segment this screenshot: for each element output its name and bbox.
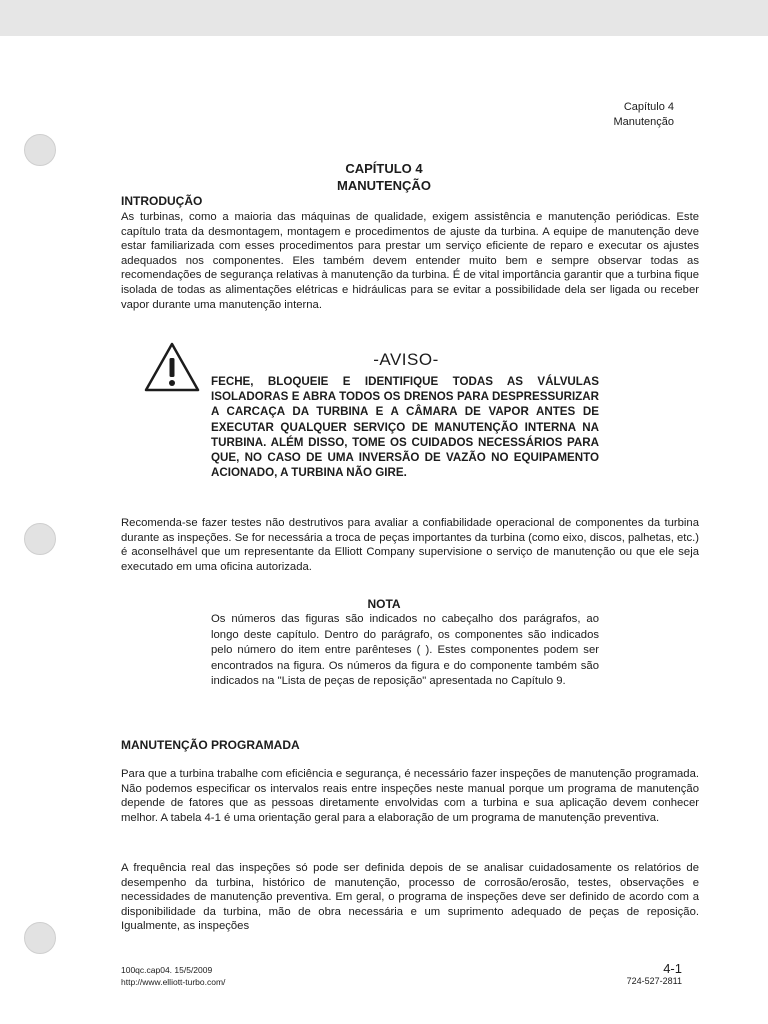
running-header: [613, 100, 674, 130]
page-number: 4-1: [663, 961, 682, 976]
recommendation-paragraph: Recomenda-se fazer testes não destrutivos para avaliar a confiabilidade operacional de componentes da turbina durante as inspeções. Se for necessária a troca de peças importantes da turbina (como eixo, discos, palhetas, etc.) é aconselhável que um representante da Elliott Company supervisione o serviço de manutenção ou que ele seja executado em uma oficina autorizada.: [121, 517, 699, 573]
chapter-title-name: MANUTENÇÃO: [337, 178, 431, 193]
introduction-heading: INTRODUÇÃO: [121, 194, 203, 208]
scheduled-maintenance-paragraph-1: Para que a turbina trabalhe com eficiência e segurança, é necessário fazer inspeções de manutenção programada. Não podemos especificar os intervalos reais entre inspeções neste manual porque um programa de manutenção depende de fatores que as pessoas diretamente envolvidas com a turbina e sua aplicação devem conhecer melhor. A tabela 4-1 é uma orientação geral para a elaboração de um programa de manutenção preventiva.: [121, 768, 699, 824]
note-text: Os números das figuras são indicados no cabeçalho dos parágrafos, ao longo deste capítulo. Dentro do parágrafo, os componentes são indicados pelo número do item entre parênteses ( ). Estes componentes podem ser encontrados na figura. Os números da figura e do componente também são indicados na "Lista de peças de reposição" apresentada no Capítulo 9.: [211, 613, 599, 687]
footer-doc-id: 100qc.cap04. 15/5/2009: [121, 965, 213, 975]
warning-title: -AVISO-: [373, 350, 439, 369]
warning-text: FECHE, BLOQUEIE E IDENTIFIQUE TODAS AS VÁLVULAS ISOLADORAS E ABRA TODOS OS DRENOS PARA DESPRESSURIZAR A CARCAÇA DA TURBINA E A CÂMARA DE VAPOR ANTES DE EXECUTAR QUALQUER SERVIÇO DE MANUTENÇÃO INTERNA NA TURBINA. ALÉM DISSO, TOME OS CUIDADOS NECESSÁRIOS PARA QUE, NO CASO DE UMA INVERSÃO DE VAZÃO NO EQUIPAMENTO ACIONADO, A TURBINA NÃO GIRE.: [211, 375, 599, 480]
scheduled-maintenance-heading: MANUTENÇÃO PROGRAMADA: [121, 738, 300, 752]
chapter-title: [0, 160, 768, 194]
introduction-paragraph: As turbinas, como a maioria das máquinas de qualidade, exigem assistência e manutenção periódicas. Este capítulo trata da desmontagem, montagem e procedimentos de ajuste da turbina. A equipe de manutenção deve estar familiarizada com esses procedimentos para prestar um serviço eficiente de reparo e executar os ajustes adequados nos componentes. Eles também devem entender muito bem e sempre observar todas as recomendações de segurança relativas à manutenção da turbina. É de vital importância garantir que a turbina fique isolada de todas as alimentações elétricas e hidráulicas para se evitar a possibilidade dela ser ligada ou receber vapor durante uma manutenção interna.: [121, 211, 699, 311]
note-title: NOTA: [367, 597, 401, 611]
warning-triangle-icon: [143, 341, 201, 393]
footer-left: [121, 964, 225, 988]
running-header-subject: Manutenção: [613, 116, 674, 128]
binder-hole: [24, 922, 56, 954]
footer-right: [627, 962, 682, 988]
running-header-chapter: Capítulo 4: [623, 101, 674, 113]
footer-url: http://www.elliott-turbo.com/: [121, 977, 226, 987]
chapter-title-number: CAPÍTULO 4: [345, 161, 423, 176]
scan-top-band: [0, 0, 768, 36]
scheduled-maintenance-paragraph-2: A frequência real das inspeções só pode ser definida depois de se analisar cuidadosamente os relatórios de desempenho da turbina, histórico de manutenção, processo de corrosão/erosão, testes, observações e necessidades de manutenção preventiva. Em geral, o programa de inspeções deve ser definido de acordo com a disponibilidade da turbina, mão de obra necessária e um suprimento adequado de peças de reposição. Igualmente, as inspeções: [121, 862, 699, 933]
binder-hole: [24, 523, 56, 555]
footer-phone: 724-527-2811: [626, 976, 682, 986]
